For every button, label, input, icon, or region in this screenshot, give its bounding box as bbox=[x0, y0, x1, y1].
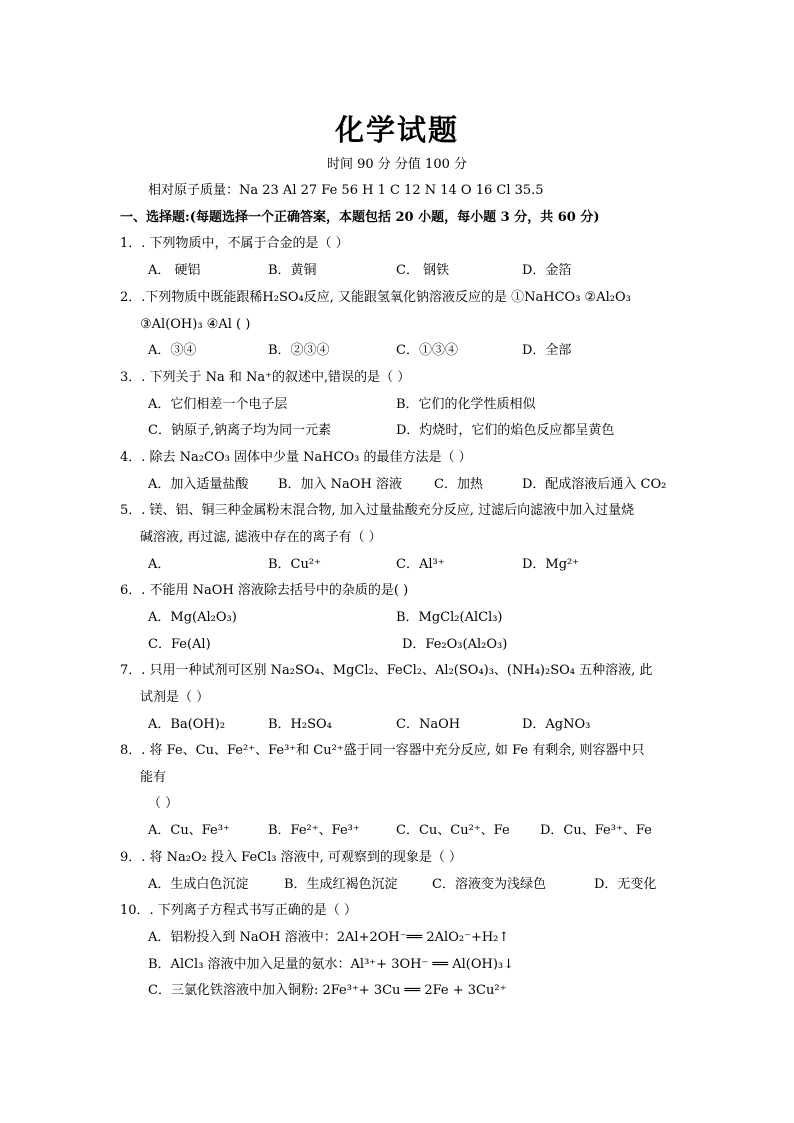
question-4-stem: 4．. 除去 Na₂CO₃ 固体中少量 NaHCO₃ 的最佳方法是（ ） bbox=[120, 450, 472, 465]
q9-option-a: A．生成白色沉淀 bbox=[148, 877, 249, 892]
q2-option-b: B．②③④ bbox=[268, 343, 330, 358]
q1-option-c: C． 钢铁 bbox=[396, 263, 450, 278]
q5-option-c: C．Al³⁺ bbox=[396, 557, 445, 572]
q10-option-c: C．三氯化铁溶液中加入铜粉: 2Fe³⁺+ 3Cu ══ 2Fe + 3Cu²⁺ bbox=[148, 983, 507, 998]
question-3-stem: 3．. 下列关于 Na 和 Na⁺的叙述中,错误的是（ ） bbox=[120, 370, 411, 385]
question-9-stem: 9．. 将 Na₂O₂ 投入 FeCl₃ 溶液中, 可观察到的现象是（ ） bbox=[120, 850, 462, 865]
q9-option-d: D．无变化 bbox=[594, 877, 657, 892]
q1-option-a: A． 硬铝 bbox=[148, 263, 201, 278]
q6-option-a: A．Mg(Al₂O₃) bbox=[148, 610, 237, 625]
q5-option-b: B．Cu²⁺ bbox=[268, 557, 321, 572]
q7-option-a: A．Ba(OH)₂ bbox=[148, 717, 226, 732]
q4-option-c: C．加热 bbox=[434, 477, 483, 492]
atomic-mass: 相对原子质量：Na 23 Al 27 Fe 56 H 1 C 12 N 14 O 16 Cl 35.5 bbox=[148, 183, 544, 198]
q2-option-c: C．①③④ bbox=[396, 343, 458, 358]
q2-option-a: A．③④ bbox=[148, 343, 197, 358]
q3-option-b: B．它们的化学性质相似 bbox=[396, 397, 536, 412]
time-score: 时间 90 分 分值 100 分 bbox=[326, 157, 468, 172]
q4-option-b: B．加入 NaOH 溶液 bbox=[278, 477, 402, 492]
question-7-stem: 7．. 只用一种试剂可区别 Na₂SO₄、MgCl₂、FeCl₂、Al₂(SO₄)₃、(NH₄)₂SO₄ 五种溶液, 此 bbox=[120, 663, 653, 678]
section-heading: 一、选择题:(每题选择一个正确答案，本题包括 20 小题，每小题 3 分，共 60 分) bbox=[120, 210, 600, 225]
question-7-stem-cont: 试剂是（ ） bbox=[140, 690, 210, 705]
q7-option-c: C．NaOH bbox=[396, 717, 461, 732]
question-2-stem: 2．.下列物质中既能跟稀H₂SO₄反应, 又能跟氢氧化钠溶液反应的是 ①NaHCO₃ ②Al₂O₃ bbox=[120, 290, 631, 305]
q8-option-c: C．Cu、Cu²⁺、Fe bbox=[396, 823, 510, 838]
q3-option-c: C．钠原子,钠离子均为同一元素 bbox=[148, 423, 332, 438]
q3-option-a: A．它们相差一个电子层 bbox=[148, 397, 288, 412]
question-8-stem-cont: 能有 bbox=[140, 770, 167, 785]
q6-option-d: D．Fe₂O₃(Al₂O₃) bbox=[402, 637, 508, 652]
q5-option-a: A． bbox=[148, 557, 171, 572]
question-5-stem-cont: 碱溶液, 再过滤, 滤液中存在的离子有（ ） bbox=[140, 530, 382, 545]
q2-option-d: D．全部 bbox=[522, 343, 572, 358]
question-8-blank: （ ） bbox=[148, 796, 179, 811]
q8-option-d: D．Cu、Fe³⁺、Fe bbox=[540, 823, 652, 838]
q6-option-c: C．Fe(Al) bbox=[148, 637, 211, 652]
q7-option-b: B．H₂SO₄ bbox=[268, 717, 332, 732]
q4-option-a: A．加入适量盐酸 bbox=[148, 477, 249, 492]
q4-option-d: D．配成溶液后通入 CO₂ bbox=[522, 477, 667, 492]
page-title: 化学试题 bbox=[334, 113, 459, 147]
question-1-stem: 1．. 下列物质中，不属于合金的是（ ） bbox=[120, 236, 349, 251]
q6-option-b: B．MgCl₂(AlCl₃) bbox=[396, 610, 503, 625]
q3-option-d: D．灼烧时，它们的焰色反应都呈黄色 bbox=[396, 423, 615, 438]
q8-option-a: A．Cu、Fe³⁺ bbox=[148, 823, 230, 838]
question-2-stem-cont: ③Al(OH)₃ ④Al ( ) bbox=[140, 317, 251, 332]
q7-option-d: D．AgNO₃ bbox=[522, 717, 591, 732]
question-6-stem: 6．. 不能用 NaOH 溶液除去括号中的杂质的是( ) bbox=[120, 583, 409, 598]
q1-option-d: D．金箔 bbox=[522, 263, 572, 278]
question-10-stem: 10．. 下列离子方程式书写正确的是（ ） bbox=[120, 903, 357, 918]
q10-option-a: A．铝粉投入到 NaOH 溶液中：2Al+2OH⁻══ 2AlO₂⁻+H₂↑ bbox=[148, 930, 510, 945]
q1-option-b: B．黄铜 bbox=[268, 263, 317, 278]
question-8-stem: 8．. 将 Fe、Cu、Fe²⁺、Fe³⁺和 Cu²⁺盛于同一容器中充分反应, 如 Fe 有剩余, 则容器中只 bbox=[120, 743, 645, 758]
q9-option-b: B．生成红褐色沉淀 bbox=[284, 877, 398, 892]
q8-option-b: B．Fe²⁺、Fe³⁺ bbox=[268, 823, 360, 838]
q9-option-c: C．溶液变为浅绿色 bbox=[432, 877, 546, 892]
q5-option-d: D．Mg²⁺ bbox=[522, 557, 580, 572]
question-5-stem: 5．. 镁、铝、铜三种金属粉末混合物, 加入过量盐酸充分反应, 过滤后向滤液中加入过量烧 bbox=[120, 503, 635, 518]
q10-option-b: B．AlCl₃ 溶液中加入足量的氨水：Al³⁺+ 3OH⁻ ══ Al(OH)₃↓ bbox=[148, 957, 515, 972]
